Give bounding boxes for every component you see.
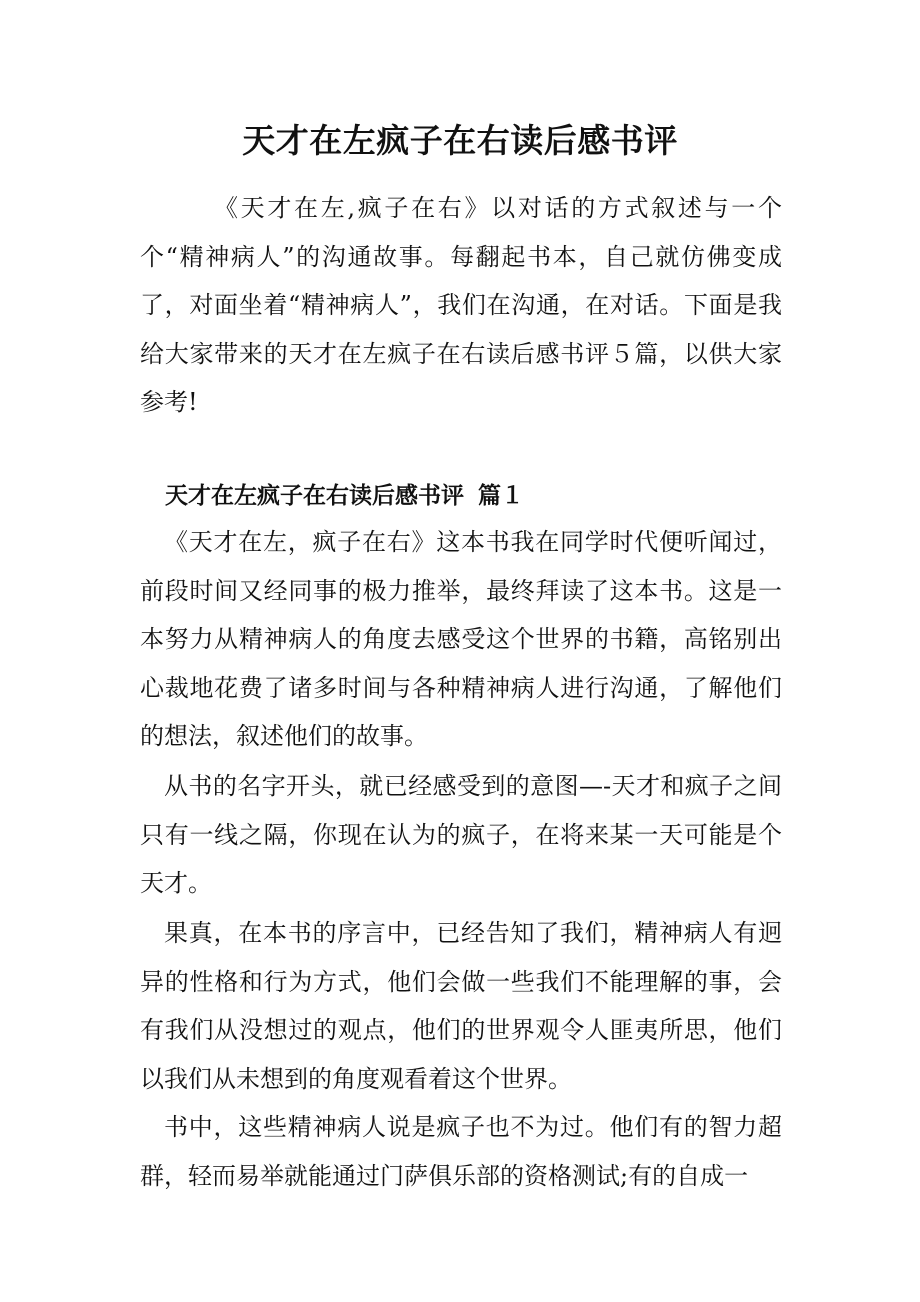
section-heading-part: 篇１ [478,482,524,509]
paragraph-3: 果真，在本书的序言中，已经告知了我们，精神病人有迥异的性格和行为方式，他们会做一些我们不能理解的事，会有我们从没想过的观点，他们的世界观令人匪夷所思，他们以我们从未想到的角度观看着这个世界。 [140,919,782,1093]
document-title: 天才在左疯子在右读后感书评 [242,121,678,160]
paragraph-2: 从书的名字开头，就已经感受到的意图—-天才和疯子之间只有一线之隔，你现在认为的疯子，在将来某一天可能是个天才。 [140,772,782,898]
section-heading-title: 天才在左疯子在右读后感书评 [165,482,464,509]
section-heading [165,474,524,518]
paragraph-4: 书中，这些精神病人说是疯子也不为过。他们有的智力超群，轻而易举就能通过门萨俱乐部的资格测试;有的自成一 [140,1113,782,1190]
intro-paragraph: 《天才在左,疯子在右》以对话的方式叙述与一个个“精神病人”的沟通故事。每翻起书本，自己就仿佛变成了，对面坐着“精神病人”，我们在沟通，在对话。下面是我给大家带来的天才在左疯子在右读后感书评５篇，以供大家参考! [140,194,782,417]
paragraph-1: 《天才在左，疯子在右》这本书我在同学时代便听闻过，前段时间又经同事的极力推举，最终拜读了这本书。这是一本努力从精神病人的角度去感受这个世界的书籍，高铭别出心裁地花费了诸多时间与各种精神病人进行沟通，了解他们的想法，叙述他们的故事。 [140,528,782,751]
